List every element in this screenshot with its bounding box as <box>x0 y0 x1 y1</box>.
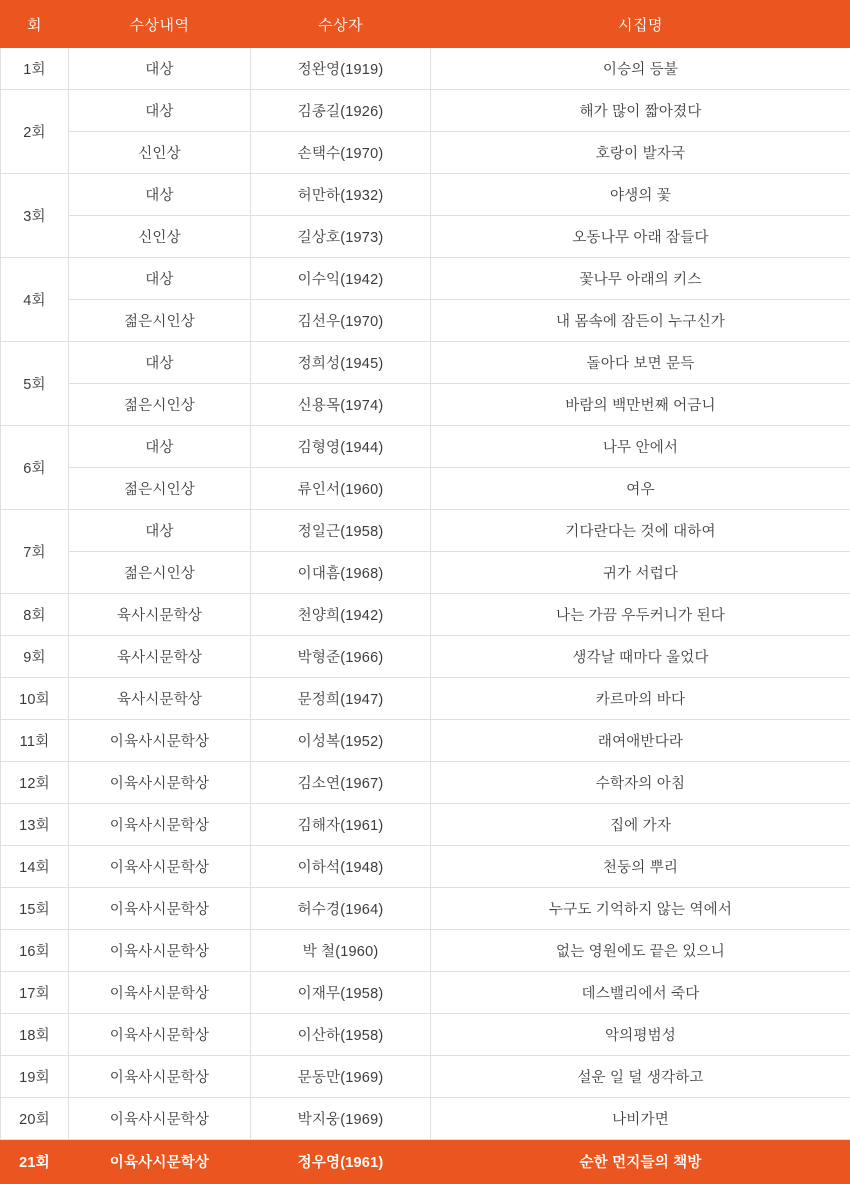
column-header-work: 시집명 <box>431 1 850 48</box>
cell-category: 육사시문학상 <box>69 636 251 678</box>
cell-winner: 이수익(1942) <box>251 258 431 300</box>
table-row <box>1 216 850 258</box>
cell-category: 젊은시인상 <box>69 384 251 426</box>
table-body <box>1 48 850 1184</box>
cell-work: 내 몸속에 잠든이 누구신가 <box>431 300 850 342</box>
cell-work: 돌아다 보면 문득 <box>431 342 850 384</box>
cell-category: 이육사시문학상 <box>69 1098 251 1140</box>
cell-round: 18회 <box>1 1014 69 1056</box>
cell-work: 래여애반다라 <box>431 720 850 762</box>
table-row <box>1 552 850 594</box>
cell-category: 이육사시문학상 <box>69 762 251 804</box>
table-row <box>1 258 850 300</box>
table-row <box>1 342 850 384</box>
cell-round: 20회 <box>1 1098 69 1140</box>
cell-winner: 문동만(1969) <box>251 1056 431 1098</box>
cell-work: 데스밸리에서 죽다 <box>431 972 850 1014</box>
cell-work: 이승의 등불 <box>431 48 850 90</box>
table-row <box>1 1014 850 1056</box>
table-row <box>1 132 850 174</box>
cell-round: 9회 <box>1 636 69 678</box>
table-row <box>1 468 850 510</box>
cell-round: 8회 <box>1 594 69 636</box>
cell-work: 나는 가끔 우두커니가 된다 <box>431 594 850 636</box>
cell-winner: 이산하(1958) <box>251 1014 431 1056</box>
cell-round: 15회 <box>1 888 69 930</box>
cell-round: 2회 <box>1 90 69 174</box>
cell-category: 육사시문학상 <box>69 678 251 720</box>
cell-winner: 김형영(1944) <box>251 426 431 468</box>
table-row <box>1 594 850 636</box>
table-row <box>1 426 850 468</box>
cell-work: 오동나무 아래 잠들다 <box>431 216 850 258</box>
cell-winner: 김선우(1970) <box>251 300 431 342</box>
cell-category: 이육사시문학상 <box>69 720 251 762</box>
cell-category: 대상 <box>69 258 251 300</box>
cell-category: 신인상 <box>69 132 251 174</box>
cell-winner: 박지웅(1969) <box>251 1098 431 1140</box>
table-row <box>1 90 850 132</box>
cell-winner: 허수경(1964) <box>251 888 431 930</box>
cell-round: 14회 <box>1 846 69 888</box>
cell-work: 설운 일 덜 생각하고 <box>431 1056 850 1098</box>
table-row <box>1 1098 850 1140</box>
cell-work: 나비가면 <box>431 1098 850 1140</box>
cell-work: 귀가 서럽다 <box>431 552 850 594</box>
cell-work: 수학자의 아침 <box>431 762 850 804</box>
cell-work: 순한 먼지들의 책방 <box>431 1140 850 1184</box>
cell-work: 카르마의 바다 <box>431 678 850 720</box>
column-header-category: 수상내역 <box>69 1 251 48</box>
table-row <box>1 888 850 930</box>
cell-winner: 김종길(1926) <box>251 90 431 132</box>
cell-round: 21회 <box>1 1140 69 1184</box>
cell-category: 젊은시인상 <box>69 468 251 510</box>
cell-round: 12회 <box>1 762 69 804</box>
cell-work: 여우 <box>431 468 850 510</box>
cell-round: 11회 <box>1 720 69 762</box>
cell-category: 대상 <box>69 90 251 132</box>
cell-work: 누구도 기억하지 않는 역에서 <box>431 888 850 930</box>
table-row <box>1 510 850 552</box>
table-header-row <box>1 1 850 48</box>
cell-winner: 김해자(1961) <box>251 804 431 846</box>
table-row <box>1 174 850 216</box>
cell-round: 10회 <box>1 678 69 720</box>
table-row <box>1 1056 850 1098</box>
cell-winner: 박형준(1966) <box>251 636 431 678</box>
cell-round: 4회 <box>1 258 69 342</box>
cell-category: 대상 <box>69 342 251 384</box>
table-row <box>1 678 850 720</box>
cell-winner: 문정희(1947) <box>251 678 431 720</box>
column-header-round: 회 <box>1 1 69 48</box>
cell-winner: 박 철(1960) <box>251 930 431 972</box>
table-row <box>1 972 850 1014</box>
cell-work: 생각날 때마다 울었다 <box>431 636 850 678</box>
cell-work: 꽃나무 아래의 키스 <box>431 258 850 300</box>
cell-category: 대상 <box>69 174 251 216</box>
table-row <box>1 930 850 972</box>
cell-category: 대상 <box>69 426 251 468</box>
table-row <box>1 384 850 426</box>
cell-work: 해가 많이 짧아졌다 <box>431 90 850 132</box>
cell-winner: 류인서(1960) <box>251 468 431 510</box>
cell-category: 대상 <box>69 48 251 90</box>
cell-winner: 정일근(1958) <box>251 510 431 552</box>
table-row <box>1 762 850 804</box>
cell-winner: 이대흠(1968) <box>251 552 431 594</box>
cell-winner: 정완영(1919) <box>251 48 431 90</box>
cell-round: 6회 <box>1 426 69 510</box>
table-row <box>1 846 850 888</box>
cell-winner: 이재무(1958) <box>251 972 431 1014</box>
table-row <box>1 300 850 342</box>
table-row <box>1 804 850 846</box>
cell-category: 이육사시문학상 <box>69 972 251 1014</box>
cell-work: 호랑이 발자국 <box>431 132 850 174</box>
table-row <box>1 1140 850 1184</box>
cell-winner: 정희성(1945) <box>251 342 431 384</box>
cell-category: 젊은시인상 <box>69 300 251 342</box>
cell-winner: 이하석(1948) <box>251 846 431 888</box>
cell-winner: 김소연(1967) <box>251 762 431 804</box>
cell-round: 16회 <box>1 930 69 972</box>
table-row <box>1 48 850 90</box>
cell-work: 바람의 백만번째 어금니 <box>431 384 850 426</box>
column-header-winner: 수상자 <box>251 1 431 48</box>
cell-category: 이육사시문학상 <box>69 930 251 972</box>
cell-work: 나무 안에서 <box>431 426 850 468</box>
cell-winner: 허만하(1932) <box>251 174 431 216</box>
cell-round: 3회 <box>1 174 69 258</box>
cell-category: 이육사시문학상 <box>69 888 251 930</box>
cell-category: 이육사시문학상 <box>69 846 251 888</box>
cell-category: 이육사시문학상 <box>69 804 251 846</box>
cell-winner: 길상호(1973) <box>251 216 431 258</box>
table-header <box>1 1 850 48</box>
cell-round: 13회 <box>1 804 69 846</box>
cell-work: 악의평범성 <box>431 1014 850 1056</box>
cell-category: 이육사시문학상 <box>69 1140 251 1184</box>
cell-winner: 이성복(1952) <box>251 720 431 762</box>
table-row <box>1 636 850 678</box>
cell-round: 19회 <box>1 1056 69 1098</box>
cell-category: 대상 <box>69 510 251 552</box>
cell-round: 7회 <box>1 510 69 594</box>
cell-winner: 천양희(1942) <box>251 594 431 636</box>
cell-winner: 신용목(1974) <box>251 384 431 426</box>
cell-work: 없는 영원에도 끝은 있으니 <box>431 930 850 972</box>
cell-round: 1회 <box>1 48 69 90</box>
cell-round: 17회 <box>1 972 69 1014</box>
cell-work: 야생의 꽃 <box>431 174 850 216</box>
cell-category: 신인상 <box>69 216 251 258</box>
cell-work: 집에 가자 <box>431 804 850 846</box>
cell-winner: 손택수(1970) <box>251 132 431 174</box>
table-row <box>1 720 850 762</box>
cell-category: 이육사시문학상 <box>69 1056 251 1098</box>
cell-round: 5회 <box>1 342 69 426</box>
cell-category: 이육사시문학상 <box>69 1014 251 1056</box>
cell-category: 젊은시인상 <box>69 552 251 594</box>
cell-winner: 정우영(1961) <box>251 1140 431 1184</box>
cell-work: 천둥의 뿌리 <box>431 846 850 888</box>
cell-category: 육사시문학상 <box>69 594 251 636</box>
cell-work: 기다란다는 것에 대하여 <box>431 510 850 552</box>
